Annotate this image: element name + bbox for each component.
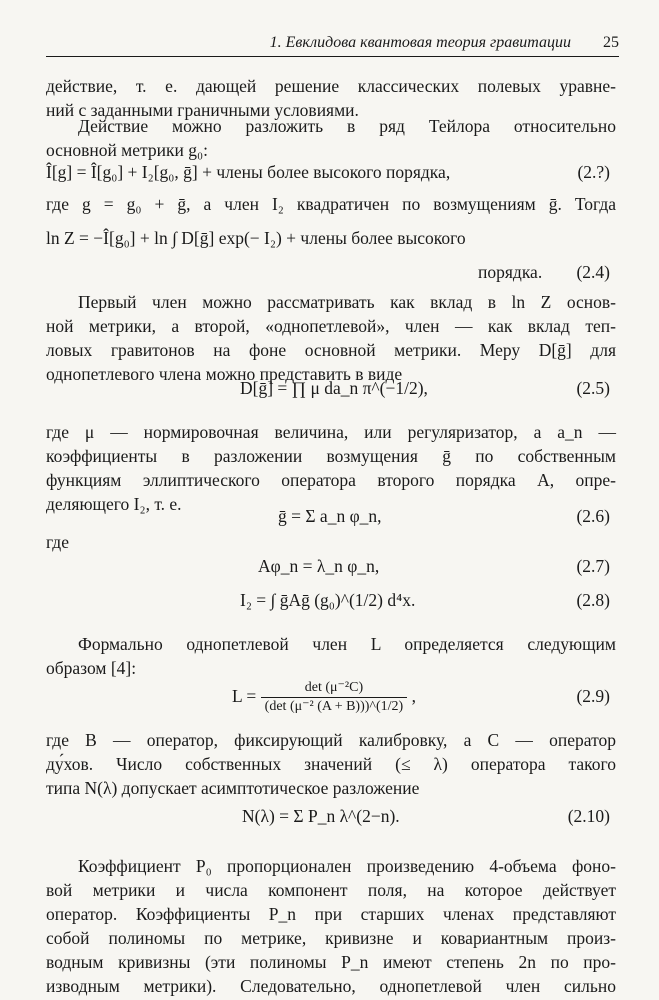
running-title: 1. Евклидова квантовая теория гравитации: [269, 34, 571, 51]
text-line: образом [4]:: [46, 658, 137, 678]
equation-2-4-line-1: [46, 224, 616, 252]
equation-number: (2.?): [577, 162, 610, 182]
fraction: [261, 679, 408, 716]
fraction-numerator: det (μ⁻²C): [261, 679, 408, 698]
text-line: Действие можно разложить в ряд Тейлора относительно: [78, 116, 616, 136]
running-header: [0, 34, 659, 56]
equation-lhs: L =: [232, 686, 257, 706]
equation-body: D[ḡ] = ∏ μ da_n π^(−1/2),: [240, 378, 428, 398]
text-line: где μ — нормировочная величина, или регуляризатор, а a_n —: [46, 422, 616, 442]
equation-number: (2.10): [567, 806, 610, 826]
text-line: Коэффициент P₀ пропорционален произведению 4-объема фоно-: [78, 856, 616, 876]
equation-number: (2.9): [576, 686, 610, 706]
equation-2-6: [46, 502, 616, 530]
paragraph-3: [46, 192, 616, 216]
text-line: однопетлевого члена можно представить в виде: [46, 364, 403, 384]
text-line: действие, т. е. дающей решение классических полевых уравне-: [46, 76, 616, 96]
where-label: где: [46, 532, 69, 552]
text-line: ний с заданными граничными условиями.: [46, 100, 359, 120]
text-line: оператор. Коэффициенты P_n при старших членах представляют: [46, 904, 616, 924]
equation-continuation: порядка.: [478, 262, 543, 282]
page-number: 25: [603, 34, 619, 51]
text-line: основной метрики g₀:: [46, 140, 208, 160]
paragraph-4: [46, 290, 616, 386]
text-line: ловых гравитонов на фоне основной метрики. Меру D[ḡ] для: [46, 340, 616, 360]
paragraph-8: [46, 854, 616, 998]
paragraph-7: [46, 728, 616, 800]
paragraph-2: [46, 114, 616, 162]
text-line: деляющего I₂, т. е.: [46, 494, 182, 514]
equation-body: ln Z = −Î[g₀] + ln ∫ D[ḡ] exp(− I₂) + члены более высокого: [46, 228, 466, 248]
equation-body: N(λ) = Σ P_n λ^(2−n).: [242, 806, 400, 826]
text-line: коэффициенты в разложении возмущения ḡ по собственным: [46, 446, 616, 466]
equation-body: ḡ = Σ a_n φ_n,: [278, 506, 382, 526]
text-line: Первый член можно рассматривать как вклад в ln Z основ-: [78, 292, 616, 312]
text-line: типа N(λ) допускает асимптотическое разложение: [46, 778, 420, 798]
equation-2-8: [46, 586, 616, 614]
equation-2-7: [46, 552, 616, 580]
text-line: Формально однопетлевой член L определяется следующим: [78, 634, 616, 654]
equation-2-10: [46, 802, 616, 830]
text-line: функциям эллиптического оператора второго порядка A, опре-: [46, 470, 616, 490]
text-line: вой метрики и числа компонент поля, на которое действует: [46, 880, 616, 900]
equation-number: (2.8): [576, 590, 610, 610]
equation-2-5: [46, 374, 616, 402]
equation-2-3: [46, 158, 616, 186]
equation-body: I₂ = ∫ ḡAḡ (g₀)^(1/2) d⁴x.: [240, 590, 416, 610]
text-line: ду́хов. Число собственных значений (≤ λ) оператора такого: [46, 754, 616, 774]
equation-body: L = $\frac{\text{det (μ⁻²C)}}{\text{(det (μ⁻² (A + B)))\textasciicircum{}(1/2)}}$ ,: [232, 680, 416, 715]
header-rule: [46, 56, 619, 57]
fraction-denominator: (det (μ⁻² (A + B)))^(1/2): [264, 699, 404, 715]
equation-body: Î[g] = Î[g₀] + I₂[g₀, ḡ] + члены более высокого порядка,: [46, 162, 451, 182]
text-line: водным кривизны (эти полиномы P_n имеют степень 2n по про-: [46, 952, 616, 972]
equation-number: (2.4): [576, 262, 610, 282]
text-line: где B — оператор, фиксирующий калибровку, а C — оператор: [46, 730, 616, 750]
text-line: ной метрики, а второй, «однопетлевой», член — как вклад теп-: [46, 316, 616, 336]
text-line: собой полиномы по метрике, кривизне и ковариантным произ-: [46, 928, 616, 948]
equation-number: (2.7): [576, 556, 610, 576]
equation-2-9: [46, 674, 616, 718]
equation-number: (2.5): [576, 378, 610, 398]
equation-number: (2.6): [576, 506, 610, 526]
equation-2-4-line-2: [46, 258, 616, 286]
text-line: изводным метрики). Следовательно, однопетлевой член сильно: [46, 976, 616, 996]
equation-body: Aφ_n = λ_n φ_n,: [258, 556, 380, 576]
paragraph-6: [46, 632, 616, 680]
where-label-line: [46, 530, 616, 554]
text-line: где g = g₀ + ḡ, а член I₂ квадратичен по возмущениям ḡ. Тогда: [46, 194, 616, 214]
